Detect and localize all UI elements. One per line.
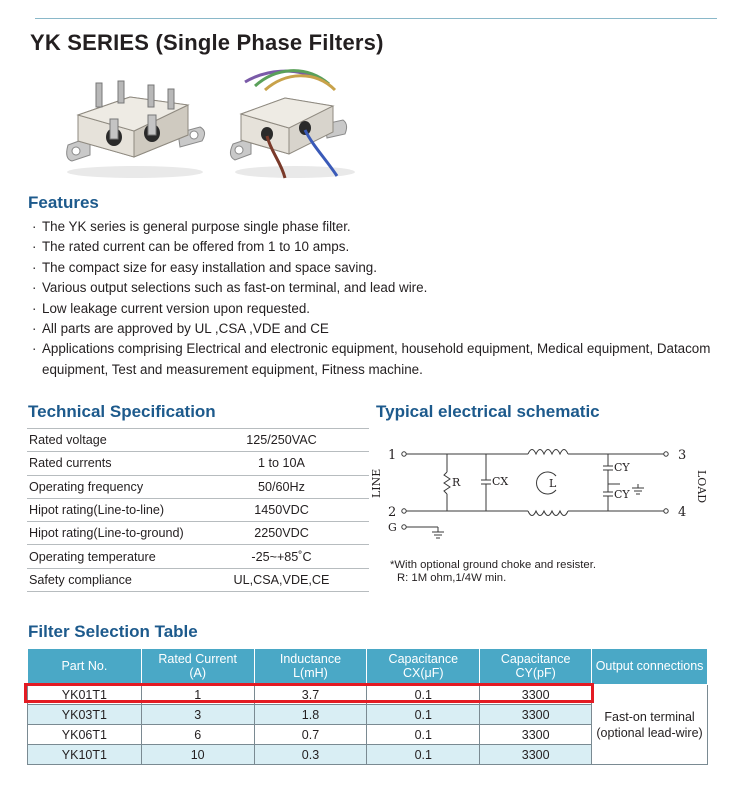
- spec-label: Rated currents: [27, 452, 194, 475]
- inductor-label: L: [549, 477, 557, 490]
- output-connections: Fast-on terminal (optional lead-wire): [592, 685, 708, 765]
- cx-label: CX: [492, 475, 509, 488]
- table-header-row: [28, 649, 708, 685]
- schematic-heading: Typical electrical schematic: [376, 402, 600, 421]
- terminal-4-label: 4: [678, 505, 687, 520]
- features-list: [32, 217, 722, 380]
- feature-item: · Various output selections such as fast-on terminal, and lead wire.: [32, 280, 428, 296]
- terminal-3-label: 3: [678, 448, 687, 463]
- product-photo-lead-wire: [225, 62, 375, 180]
- part-number: YK06T1: [28, 725, 142, 745]
- feature-item: · All parts are approved by UL ,CSA ,VDE and CE: [32, 321, 329, 337]
- cy-label-top: CY: [614, 461, 630, 474]
- product-photo-fast-on: [60, 75, 210, 180]
- row-highlight-box: [24, 683, 594, 703]
- schematic-diagram: [368, 440, 718, 545]
- column-header: Output connections: [592, 649, 708, 685]
- spec-value: UL,CSA,VDE,CE: [194, 568, 369, 591]
- column-header: Capacitance CX(μF): [367, 649, 480, 685]
- capacitance-cx: 0.1: [367, 745, 480, 765]
- capacitance-cy: 3300: [480, 745, 592, 765]
- inductance: 0.3: [254, 745, 367, 765]
- capacitance-cy: 3300: [480, 725, 592, 745]
- capacitance-cy: 3300: [480, 685, 592, 705]
- spec-label: Hipot rating(Line-to-line): [27, 498, 194, 521]
- feature-item: · The rated current can be offered from 1 to 10 amps.: [32, 239, 350, 255]
- capacitance-cx: 0.1: [367, 685, 480, 705]
- spec-value: 1 to 10A: [194, 452, 369, 475]
- part-number: YK01T1: [28, 685, 142, 705]
- inductance: 3.7: [254, 685, 367, 705]
- spec-value: -25~+85˚C: [194, 545, 369, 568]
- capacitance-cy: 3300: [480, 705, 592, 725]
- spec-label: Operating frequency: [27, 475, 194, 498]
- table-row: [27, 522, 369, 545]
- rated-current: 3: [141, 705, 254, 725]
- tech-spec-table: [27, 428, 369, 592]
- schematic-note-line1: *With optional ground choke and resister.: [390, 559, 596, 571]
- column-header: Inductance L(mH): [254, 649, 367, 685]
- cy-label-bottom: CY: [614, 488, 630, 501]
- feature-item: · Applications comprising Electrical and electronic equipment, household equipment, Medical equipment, Datacom equipment, Test and measurement equipment, Fitness machine.: [32, 341, 711, 377]
- filter-selection-table: [27, 648, 708, 765]
- table-row: [27, 568, 369, 591]
- inductance: 1.8: [254, 705, 367, 725]
- line-label: LINE: [370, 468, 383, 498]
- table-row: [27, 429, 369, 452]
- table-row: [27, 545, 369, 568]
- inductance: 0.7: [254, 725, 367, 745]
- rated-current: 6: [141, 725, 254, 745]
- part-number: YK03T1: [28, 705, 142, 725]
- feature-item: · The compact size for easy installation and space saving.: [32, 259, 377, 275]
- spec-value: 2250VDC: [194, 522, 369, 545]
- features-heading: Features: [28, 193, 99, 212]
- column-header: Rated Current (A): [141, 649, 254, 685]
- column-header: Capacitance CY(pF): [480, 649, 592, 685]
- terminal-g-label: G: [388, 521, 397, 534]
- rated-current: 10: [141, 745, 254, 765]
- feature-item: · Low leakage current version upon requested.: [32, 300, 310, 316]
- capacitance-cx: 0.1: [367, 725, 480, 745]
- terminal-1-label: 1: [388, 448, 397, 463]
- spec-value: 1450VDC: [194, 498, 369, 521]
- spec-value: 125/250VAC: [194, 429, 369, 452]
- schematic-note: [390, 559, 596, 585]
- top-divider: [35, 18, 717, 19]
- spec-label: Operating temperature: [27, 545, 194, 568]
- tech-spec-heading: Technical Specification: [28, 402, 216, 421]
- rated-current: 1: [141, 685, 254, 705]
- page-title: YK SERIES (Single Phase Filters): [30, 30, 384, 55]
- capacitance-cx: 0.1: [367, 705, 480, 725]
- selection-table-heading: Filter Selection Table: [28, 622, 198, 641]
- feature-item: · The YK series is general purpose single phase filter.: [32, 219, 351, 234]
- terminal-2-label: 2: [388, 505, 397, 520]
- resistor-label: R: [452, 476, 461, 489]
- column-header: Part No.: [28, 649, 142, 685]
- table-row: [27, 452, 369, 475]
- part-number: YK10T1: [28, 745, 142, 765]
- spec-value: 50/60Hz: [194, 475, 369, 498]
- table-row: [27, 475, 369, 498]
- load-label: LOAD: [695, 470, 708, 504]
- spec-label: Rated voltage: [27, 429, 194, 452]
- schematic-note-line2: R: 1M ohm,1/4W min.: [397, 572, 507, 584]
- spec-label: Hipot rating(Line-to-ground): [27, 522, 194, 545]
- spec-label: Safety compliance: [27, 568, 194, 591]
- table-row: [27, 498, 369, 521]
